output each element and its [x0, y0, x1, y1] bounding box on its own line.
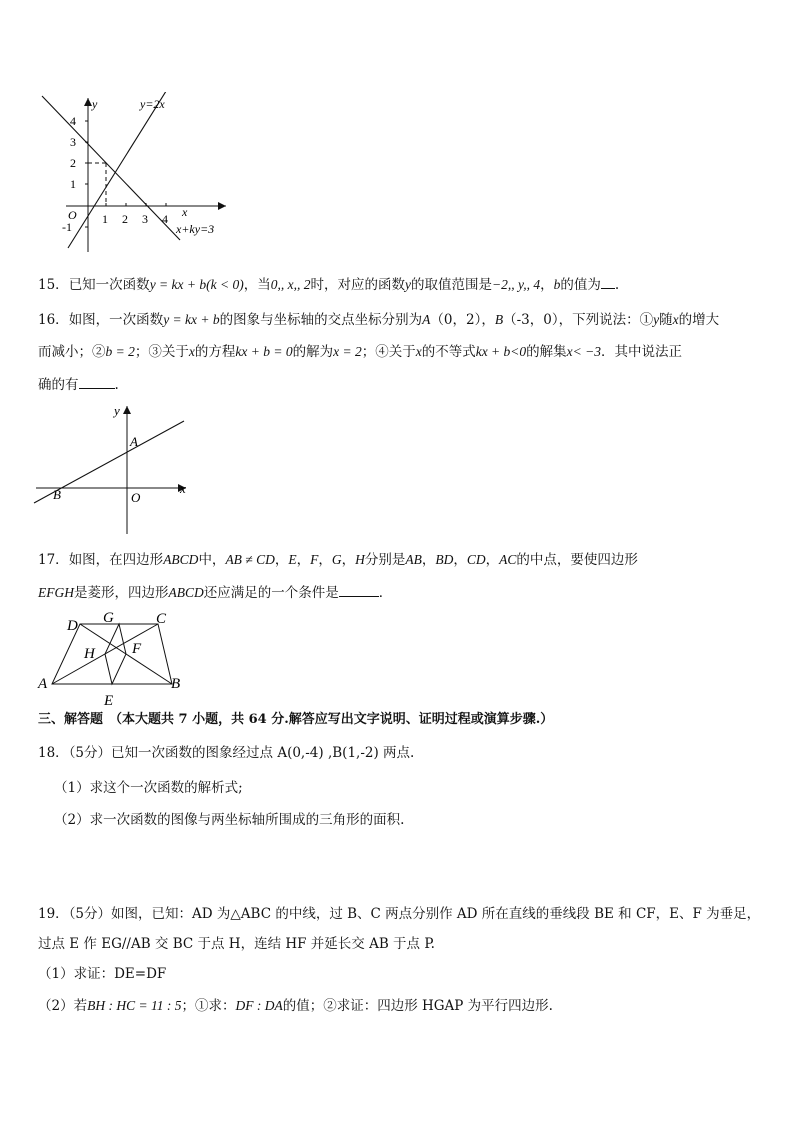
point-b-label: B: [53, 487, 61, 502]
point-a-label: A: [38, 676, 48, 692]
y-tick-2: 2: [70, 156, 76, 170]
y-tick-neg1: -1: [62, 220, 72, 234]
q16-line3: 确的有 .: [38, 374, 119, 395]
q18-line1: 18．（5分）已知一次函数的图象经过点 A(0,-4) ,B(1,-2) 两点.: [38, 745, 415, 761]
q17-line2: EFGH是菱形，四边形ABCD还应满足的一个条件是 ．: [38, 582, 392, 603]
point-e-label: E: [104, 693, 114, 708]
x-tick-3: 3: [142, 212, 148, 226]
y-tick-3: 3: [70, 135, 76, 149]
q18-part1: （1）求这个一次函数的解析式;: [54, 780, 243, 796]
x-axis-label: x: [180, 481, 186, 496]
line-x-ky-3: [42, 96, 180, 240]
origin-label: O: [131, 490, 141, 505]
q16-line2: 而减小；②b = 2；③关于x的方程kx + b = 0的解为x = 2；④关于x的不等式kx + b<0的解集x< −3．其中说法正: [38, 344, 683, 360]
point-a-label: A: [130, 434, 138, 449]
q17-figure: [34, 604, 194, 708]
y-tick-1: 1: [70, 177, 76, 191]
line1-label: y=2x: [140, 97, 165, 111]
x-tick-4: 4: [162, 212, 168, 226]
point-f-label: F: [132, 641, 142, 657]
q14-figure: [36, 92, 236, 260]
q19-part2: （2）若BH : HC = 11 : 5；①求：DF : DA的值；②求证：四边形 HGAP 为平行四边形.: [38, 998, 553, 1014]
answer-blank[interactable]: [601, 274, 615, 289]
x-tick-2: 2: [122, 212, 128, 226]
line-y-2x: [68, 92, 168, 248]
point-g-label: G: [103, 610, 114, 626]
answer-blank[interactable]: [339, 582, 379, 597]
point-c-label: C: [156, 611, 167, 627]
q18-part2: （2）求一次函数的图像与两坐标轴所围成的三角形的面积.: [54, 812, 405, 828]
y-tick-4: 4: [70, 114, 76, 128]
q19-line2: 过点 E 作 EG//AB 交 BC 于点 H，连结 HF 并延长交 AB 于点 P.: [38, 936, 435, 952]
q16-figure: [30, 400, 200, 536]
x-axis-label: x: [182, 205, 188, 219]
q15: 15．已知一次函数y = kx + b(k < 0)，当0,, x,, 2时，对应的函数y的取值范围是−2,, y,, 4，b的值为 .: [38, 274, 619, 295]
point-d-label: D: [67, 618, 78, 634]
answer-blank[interactable]: [79, 374, 115, 389]
y-axis-label: y: [114, 403, 120, 418]
point-h-label: H: [84, 646, 95, 662]
x-tick-1: 1: [102, 212, 108, 226]
origin-label: O: [68, 208, 77, 222]
x-axis-arrow-icon: [218, 202, 226, 210]
q19-line1: 19．（5分）如图，已知：AD 为△ABC 的中线，过 B、C 两点分别作 AD 所在直线的垂线段 BE 和 CF，E、F 为垂足，: [38, 906, 761, 922]
point-b-label: B: [171, 676, 181, 692]
q16-line1: 16．如图，一次函数y = kx + b的图象与坐标轴的交点坐标分别为A（0，2），B（-3，0），下列说法：①y随x的增大: [38, 312, 720, 328]
y-axis-arrow-icon: [84, 98, 92, 106]
q19-part1: （1）求证：DE=DF: [38, 966, 167, 982]
q17-line1: 17．如图，在四边形ABCD中，AB ≠ CD，E，F，G，H分别是AB，BD，CD，AC的中点，要使四边形: [38, 552, 638, 568]
section3-heading: 三、解答题 （本大题共 7 小题，共 64 分.解答应写出文字说明、证明过程或演算步骤.）: [38, 712, 554, 727]
quadrilateral-efgh: [105, 624, 126, 684]
y-axis-label: y: [92, 97, 98, 111]
y-axis-arrow-icon: [123, 406, 131, 414]
line2-label: x+ky=3: [176, 222, 215, 236]
